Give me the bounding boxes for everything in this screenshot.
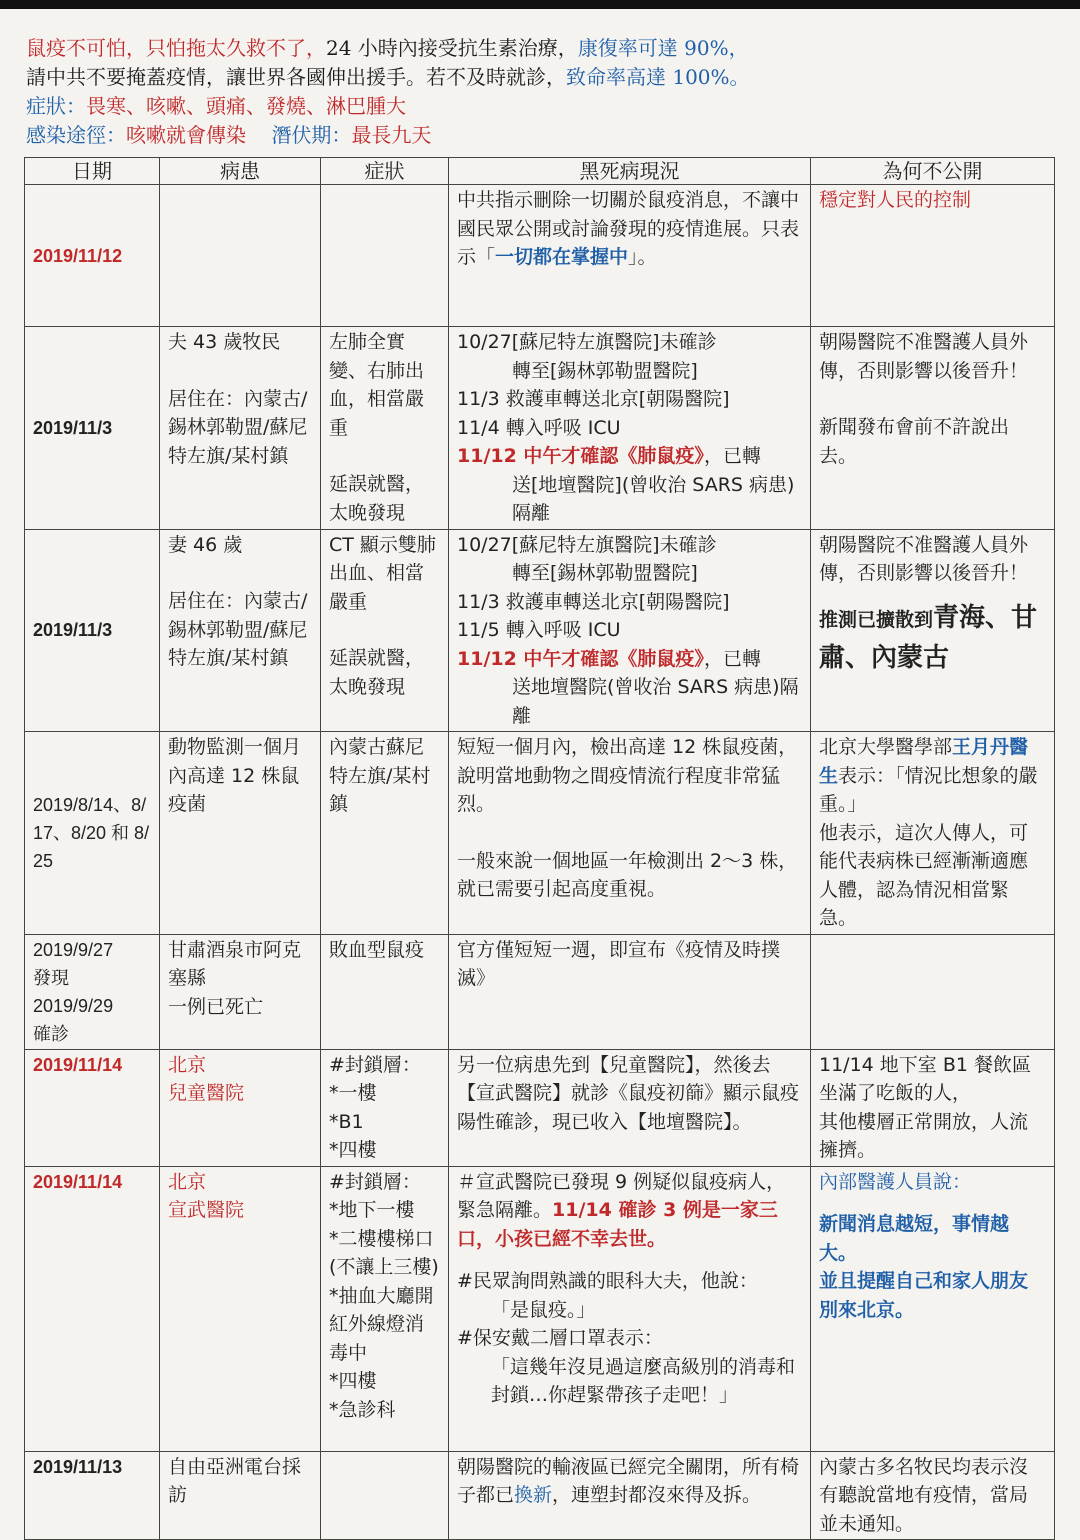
row-status: 短短一個月內，檢出高達 12 株鼠疫菌，說明當地動物之間疫情流行程度非常猛烈。 一般來說一個地區一年檢測出 2～3 株，就已需要引起高度重視。	[449, 732, 811, 935]
table-row	[25, 934, 1055, 1049]
row-why	[811, 934, 1055, 1049]
header-date: 日期	[25, 158, 160, 185]
row-date: 2019/11/14	[25, 1166, 160, 1451]
row-patient: 北京 宣武醫院	[160, 1166, 321, 1451]
row-why: 北京大學醫學部王月丹醫生表示：「情況比想象的嚴重。」 他表示，這次人傳人，可能代表病株已經漸漸適應人體，認為情況相當緊急。	[811, 732, 1055, 935]
row-date: 2019/9/27 發現 2019/9/29 確診	[25, 934, 160, 1049]
row-status: 10/27[蘇尼特左旗醫院]未確診 轉至[錫林郭勒盟醫院] 11/3 救護車轉送北京[朝陽醫院] 11/4 轉入呼吸 ICU 11/12 中午才確認《肺鼠疫》，已轉 送[地壇醫院](曾收治 SARS 病患)隔離	[449, 327, 811, 530]
row-date: 2019/8/14、8/17、8/20 和 8/25	[25, 732, 160, 935]
row-why: 穩定對人民的控制	[811, 185, 1055, 327]
header-symptom: 症狀	[321, 158, 449, 185]
intro-3b: 畏寒、咳嗽、頭痛、發燒、淋巴腫大	[86, 94, 406, 118]
row-why: 朝陽醫院不准醫護人員外傳，否則影響以後晉升！ 新聞發布會前不許說出去。	[811, 327, 1055, 530]
intro-line-4	[26, 121, 1066, 150]
intro-line-3	[26, 92, 1066, 121]
intro-text	[26, 34, 1066, 150]
row-why: 內蒙古多名牧民均表示沒有聽說當地有疫情，當局並未通知。	[811, 1451, 1055, 1540]
row-why: 朝陽醫院不准醫護人員外傳，否則影響以後晉升！ 推測已擴散到青海、甘肅、內蒙古	[811, 529, 1055, 732]
intro-3a: 症狀：	[26, 94, 86, 118]
table-row	[25, 1451, 1055, 1540]
intro-1a: 鼠疫不可怕，只怕拖太久救不了，	[26, 36, 326, 60]
row-status: 中共指示刪除一切關於鼠疫消息，不讓中國民眾公開或討論發現的疫情進展。只表示「一切都在掌握中」。	[449, 185, 811, 327]
table-row	[25, 327, 1055, 530]
row-status: 另一位病患先到【兒童醫院】，然後去【宣武醫院】就診《鼠疫初篩》顯示鼠疫陽性確診，現已收入【地壇醫院】。	[449, 1049, 811, 1166]
table-row	[25, 529, 1055, 732]
row-patient	[160, 185, 321, 327]
row-why: 內部醫護人員說： 新聞消息越短，事情越大。 並且提醒自己和家人朋友別來北京。	[811, 1166, 1055, 1451]
row-why: 11/14 地下室 B1 餐飲區坐滿了吃飯的人， 其他樓層正常開放，人流擁擠。	[811, 1049, 1055, 1166]
row-date: 2019/11/3	[25, 327, 160, 530]
header-patient: 病患	[160, 158, 321, 185]
row-patient: 自由亞洲電台採訪	[160, 1451, 321, 1540]
row-patient: 北京 兒童醫院	[160, 1049, 321, 1166]
header-status: 黑死病現況	[449, 158, 811, 185]
row-status: 朝陽醫院的輸液區已經完全關閉，所有椅子都已換新，連塑封都沒來得及拆。	[449, 1451, 811, 1540]
row-date: 2019/11/13	[25, 1451, 160, 1540]
row-symptom	[321, 185, 449, 327]
intro-line-2	[26, 63, 1066, 92]
row-symptom: 敗血型鼠疫	[321, 934, 449, 1049]
outbreak-table	[24, 157, 1055, 1540]
intro-4a: 感染途徑：	[26, 123, 126, 147]
row-symptom: CT 顯示雙肺出血、相當嚴重 延誤就醫，太晚發現	[321, 529, 449, 732]
top-bar	[0, 0, 1080, 9]
table-row	[25, 732, 1055, 935]
header-why: 為何不公開	[811, 158, 1055, 185]
row-status: ＃宣武醫院已發現 9 例疑似鼠疫病人，緊急隔離。11/14 確診 3 例是一家三口，小孩已經不幸去世。 #民眾詢問熟識的眼科大夫，他說： 「是鼠疫。」 #保安戴二層口罩表示： 「這幾年沒見過這麼高級別的消毒和封鎖…你趕緊帶孩子走吧！」	[449, 1166, 811, 1451]
row-symptom: 左肺全實變、右肺出血，相當嚴重 延誤就醫，太晚發現	[321, 327, 449, 530]
row-date: 2019/11/12	[25, 185, 160, 327]
intro-1c: 康復率可達 90%，	[577, 36, 749, 60]
intro-2b: 致命率高達 100%。	[566, 65, 750, 89]
table-row	[25, 185, 1055, 327]
row-date: 2019/11/3	[25, 529, 160, 732]
intro-2a: 請中共不要掩蓋疫情，讓世界各國伸出援手。若不及時就診，	[26, 65, 566, 89]
row-symptom: #封鎖層： *地下一樓 *二樓樓梯口(不讓上三樓) *抽血大廳開紅外線燈消毒中 *四樓 *急診科	[321, 1166, 449, 1451]
intro-4b: 咳嗽就會傳染	[126, 123, 246, 147]
intro-1b: 24 小時內接受抗生素治療，	[326, 36, 578, 60]
table-row	[25, 1166, 1055, 1451]
intro-4c: 潛伏期：	[271, 123, 352, 147]
intro-4d: 最長九天	[351, 123, 432, 147]
row-patient: 夫 43 歲牧民 居住在：內蒙古/錫林郭勒盟/蘇尼特左旗/某村鎮	[160, 327, 321, 530]
row-patient: 妻 46 歲 居住在：內蒙古/錫林郭勒盟/蘇尼特左旗/某村鎮	[160, 529, 321, 732]
table-header-row	[25, 158, 1055, 185]
table-row	[25, 1049, 1055, 1166]
row-status: 10/27[蘇尼特左旗醫院]未確診 轉至[錫林郭勒盟醫院] 11/3 救護車轉送北京[朝陽醫院] 11/5 轉入呼吸 ICU 11/12 中午才確認《肺鼠疫》，已轉 送地壇醫院(曾收治 SARS 病患)隔離	[449, 529, 811, 732]
row-symptom: #封鎖層： *一樓 *B1 *四樓	[321, 1049, 449, 1166]
row-symptom: 內蒙古蘇尼特左旗/某村鎮	[321, 732, 449, 935]
row-status: 官方僅短短一週，即宣布《疫情及時撲滅》	[449, 934, 811, 1049]
intro-line-1	[26, 34, 1066, 63]
row-patient: 甘肅酒泉市阿克塞縣 一例已死亡	[160, 934, 321, 1049]
row-date: 2019/11/14	[25, 1049, 160, 1166]
row-symptom	[321, 1451, 449, 1540]
row-patient: 動物監測一個月內高達 12 株鼠疫菌	[160, 732, 321, 935]
